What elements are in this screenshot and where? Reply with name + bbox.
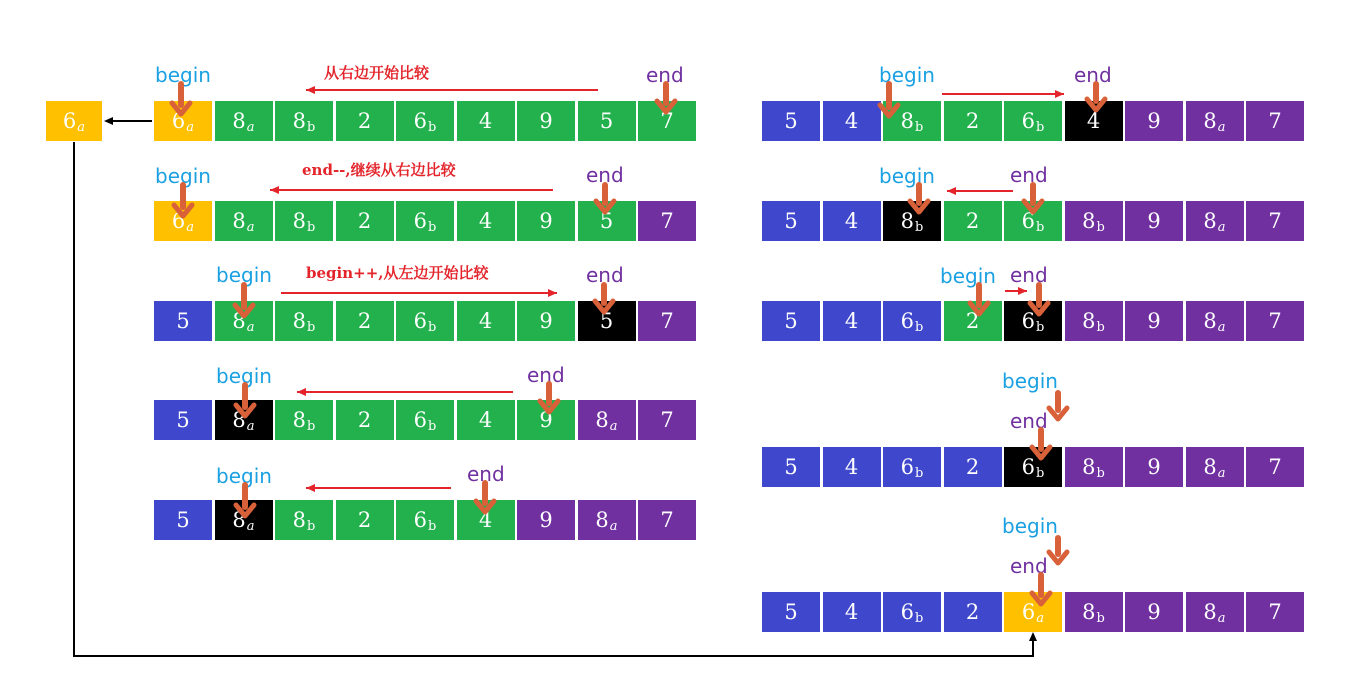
- cell-value: 6: [171, 109, 186, 133]
- cell-value: 6: [1021, 209, 1036, 233]
- array-cell: [1246, 201, 1304, 241]
- cell-value: 9: [1147, 209, 1161, 233]
- array-cell: [1246, 592, 1304, 632]
- cell-value: 4: [844, 109, 859, 133]
- cell-value: 4: [478, 309, 493, 333]
- end-label: end: [586, 263, 624, 287]
- cell-value: 6: [413, 408, 428, 432]
- direction-arrow-right-to-left: [306, 86, 315, 94]
- end-label: end: [646, 63, 684, 87]
- array-cell: [517, 500, 575, 540]
- cell-subscript: b: [915, 319, 924, 335]
- cell-value: 8: [595, 508, 609, 532]
- cell-value: 2: [965, 600, 980, 624]
- array-cell: [1004, 101, 1062, 141]
- cell-value: 4: [1086, 109, 1101, 133]
- cell-value: 9: [1147, 600, 1161, 624]
- cell-value: 2: [357, 508, 372, 532]
- cell-value: 8: [1082, 600, 1096, 624]
- cell-subscript: b: [428, 219, 437, 235]
- array-cell: [275, 301, 333, 341]
- begin-label: begin: [216, 364, 272, 388]
- pivot-extract-arrow: [104, 117, 113, 125]
- array-cell: [1125, 201, 1183, 241]
- array-cell: [154, 101, 212, 141]
- array-cell: [1125, 301, 1183, 341]
- array-cell: [154, 301, 212, 341]
- cell-value: 6: [171, 209, 186, 233]
- cell-subscript: a: [609, 418, 618, 434]
- cell-value: 4: [478, 408, 493, 432]
- cell-subscript: b: [307, 119, 316, 135]
- cell-value: 4: [844, 309, 859, 333]
- array-cell: [883, 447, 941, 487]
- begin-label: begin: [940, 264, 996, 288]
- end-label: end: [1074, 63, 1112, 87]
- array-cell: [883, 592, 941, 632]
- cell-value: 5: [176, 309, 190, 333]
- cell-value: 6: [1021, 309, 1036, 333]
- array-cell: [336, 500, 394, 540]
- array-cell: [275, 201, 333, 241]
- array-cell: [1065, 447, 1123, 487]
- cell-value: 6: [900, 455, 915, 479]
- cell-subscript: b: [1036, 219, 1045, 235]
- direction-arrow-left-to-right: [548, 289, 557, 297]
- cell-value: 8: [232, 109, 246, 133]
- array-cell: [1065, 101, 1123, 141]
- cell-value: 9: [539, 408, 553, 432]
- array-cell: [1186, 201, 1244, 241]
- array-cell: [275, 500, 333, 540]
- end-label: end: [1010, 409, 1048, 433]
- array-cell: [883, 101, 941, 141]
- cell-value: 8: [1082, 209, 1096, 233]
- cell-subscript: a: [609, 518, 618, 534]
- cell-subscript: b: [1036, 465, 1045, 481]
- cell-subscript: b: [1096, 219, 1105, 235]
- array-cell: [336, 400, 394, 440]
- cell-value: 5: [599, 109, 614, 133]
- array-cell: [396, 201, 454, 241]
- cell-subscript: a: [1217, 610, 1226, 626]
- array-cell: [823, 101, 881, 141]
- array-cell: [1125, 447, 1183, 487]
- array-cell: [215, 400, 273, 440]
- cell-subscript: a: [1217, 465, 1226, 481]
- array-cell: [883, 201, 941, 241]
- cell-value: 5: [784, 209, 798, 233]
- array-cell: [762, 301, 820, 341]
- cell-subscript: b: [915, 610, 924, 626]
- cell-value: 9: [539, 109, 553, 133]
- array-cell: [336, 301, 394, 341]
- cell-value: 5: [784, 455, 798, 479]
- cell-value: 7: [1268, 309, 1282, 333]
- cell-value: 6: [413, 209, 428, 233]
- cell-subscript: b: [428, 418, 437, 434]
- array-cell: [1065, 201, 1123, 241]
- cell-value: 6: [1021, 600, 1036, 624]
- array-cell: [638, 301, 696, 341]
- array-cell: [1186, 301, 1244, 341]
- begin-label: begin: [879, 164, 935, 188]
- cell-value: 7: [1268, 209, 1282, 233]
- array-cell: [638, 400, 696, 440]
- array-cell: [275, 400, 333, 440]
- cell-subscript: b: [1036, 119, 1045, 135]
- array-cell: [638, 101, 696, 141]
- begin-label: begin: [1002, 369, 1058, 393]
- cell-value: 6: [413, 109, 428, 133]
- begin-pointer-arrow: [1049, 408, 1067, 419]
- cell-subscript: a: [246, 219, 255, 235]
- array-cell: [1065, 592, 1123, 632]
- array-cell: [336, 201, 394, 241]
- cell-value: 8: [292, 508, 307, 532]
- array-cell: [944, 447, 1002, 487]
- array-cell: [823, 592, 881, 632]
- end-label: end: [467, 462, 505, 486]
- array-cell: [1246, 447, 1304, 487]
- array-cell: [154, 400, 212, 440]
- cell-value: 7: [660, 408, 674, 432]
- array-cell: [1186, 101, 1244, 141]
- begin-pointer-arrow: [1049, 552, 1067, 563]
- cell-value: 4: [478, 109, 493, 133]
- end-label: end: [586, 163, 624, 187]
- array-cell: [517, 201, 575, 241]
- cell-value: 2: [357, 109, 372, 133]
- cell-value: 4: [844, 455, 859, 479]
- array-cell: [215, 201, 273, 241]
- end-label: end: [1010, 163, 1048, 187]
- cell-value: 8: [232, 408, 246, 432]
- cell-value: 8: [900, 209, 915, 233]
- array-cell: [457, 101, 515, 141]
- array-cell: [578, 201, 636, 241]
- array-cell: [1186, 447, 1244, 487]
- cell-subscript: a: [1217, 119, 1226, 135]
- cell-subscript: a: [246, 319, 255, 335]
- array-cell: [578, 500, 636, 540]
- array-cell: [517, 101, 575, 141]
- cell-value: 2: [357, 309, 372, 333]
- cell-value: 8: [1203, 209, 1217, 233]
- begin-label: begin: [1002, 514, 1058, 538]
- cell-value: 8: [292, 309, 307, 333]
- cell-value: 4: [844, 209, 859, 233]
- cell-value: 6: [1021, 455, 1036, 479]
- array-cell: [215, 500, 273, 540]
- array-cell: [578, 101, 636, 141]
- cell-value: 4: [478, 508, 493, 532]
- cell-subscript: b: [428, 319, 437, 335]
- cell-value: 2: [965, 309, 980, 333]
- cell-value: 7: [660, 508, 674, 532]
- array-cell: [1125, 592, 1183, 632]
- cell-value: 7: [1268, 600, 1282, 624]
- pivot-key-sub: a: [77, 119, 86, 135]
- direction-arrow-left-to-right: [1055, 90, 1064, 98]
- cell-value: 7: [660, 309, 674, 333]
- cell-subscript: b: [915, 219, 924, 235]
- cell-subscript: b: [307, 418, 316, 434]
- cell-value: 6: [900, 309, 915, 333]
- array-cell: [762, 101, 820, 141]
- array-cell: [457, 201, 515, 241]
- cell-value: 5: [599, 309, 614, 333]
- cell-subscript: b: [307, 319, 316, 335]
- begin-label: begin: [216, 263, 272, 287]
- array-cell: [215, 101, 273, 141]
- array-cell: [396, 301, 454, 341]
- pivot-key-cell: [46, 101, 102, 141]
- array-cell: [944, 301, 1002, 341]
- cell-subscript: b: [915, 465, 924, 481]
- cell-subscript: b: [428, 119, 437, 135]
- cell-value: 8: [1203, 600, 1217, 624]
- cell-value: 2: [965, 109, 980, 133]
- array-cell: [154, 500, 212, 540]
- cell-value: 5: [599, 209, 614, 233]
- cell-value: 9: [539, 508, 553, 532]
- array-cell: [517, 400, 575, 440]
- cell-value: 8: [232, 508, 246, 532]
- cell-value: 2: [965, 209, 980, 233]
- array-cell: [944, 101, 1002, 141]
- cell-subscript: a: [186, 119, 195, 135]
- array-cell: [823, 301, 881, 341]
- cell-value: 9: [539, 309, 553, 333]
- array-cell: [762, 201, 820, 241]
- end-label: end: [1010, 263, 1048, 287]
- cell-value: 8: [1082, 309, 1096, 333]
- cell-subscript: a: [246, 119, 255, 135]
- cell-value: 8: [1203, 455, 1217, 479]
- array-cell: [1004, 201, 1062, 241]
- array-cell: [944, 592, 1002, 632]
- cell-value: 5: [784, 600, 798, 624]
- cell-value: 8: [232, 209, 246, 233]
- end-label: end: [1010, 554, 1048, 578]
- cell-subscript: a: [246, 518, 255, 534]
- cell-subscript: b: [307, 219, 316, 235]
- end-label: end: [527, 363, 565, 387]
- cell-subscript: a: [186, 219, 195, 235]
- array-cell: [578, 400, 636, 440]
- cell-value: 2: [357, 209, 372, 233]
- begin-label: begin: [155, 63, 211, 87]
- cell-value: 9: [539, 209, 553, 233]
- annotation-1: 从右边开始比较: [324, 64, 430, 82]
- array-cell: [215, 301, 273, 341]
- cell-value: 8: [1203, 109, 1217, 133]
- cell-value: 4: [478, 209, 493, 233]
- cell-subscript: b: [1096, 319, 1105, 335]
- array-cell: [823, 447, 881, 487]
- cell-subscript: a: [1036, 610, 1045, 626]
- array-cell: [275, 101, 333, 141]
- cell-subscript: b: [1036, 319, 1045, 335]
- cell-value: 7: [660, 209, 674, 233]
- cell-value: 8: [292, 209, 307, 233]
- annotation-2: end--,继续从右边比较: [302, 161, 456, 179]
- array-cell: [1004, 301, 1062, 341]
- direction-arrow-right-to-left: [297, 388, 306, 396]
- array-cell: [457, 500, 515, 540]
- array-cell: [396, 500, 454, 540]
- begin-label: begin: [155, 164, 211, 188]
- begin-label: begin: [879, 63, 935, 87]
- cell-value: 8: [1082, 455, 1096, 479]
- cell-value: 8: [232, 309, 246, 333]
- cell-subscript: a: [1217, 219, 1226, 235]
- array-cell: [883, 301, 941, 341]
- cell-value: 5: [784, 309, 798, 333]
- cell-value: 6: [413, 508, 428, 532]
- cell-value: 2: [965, 455, 980, 479]
- array-cell: [396, 101, 454, 141]
- pivot-return-arrow: [1029, 632, 1037, 641]
- cell-subscript: b: [915, 119, 924, 135]
- cell-value: 9: [1147, 109, 1161, 133]
- array-cell: [762, 447, 820, 487]
- annotation-3: begin++,从左边开始比较: [306, 264, 489, 282]
- cell-subscript: b: [1096, 465, 1105, 481]
- array-cell: [396, 400, 454, 440]
- array-cell: [517, 301, 575, 341]
- array-cell: [457, 400, 515, 440]
- cell-value: 6: [900, 600, 915, 624]
- cell-value: 8: [595, 408, 609, 432]
- cell-value: 5: [176, 508, 190, 532]
- cell-value: 8: [1203, 309, 1217, 333]
- cell-subscript: a: [1217, 319, 1226, 335]
- array-cell: [1004, 447, 1062, 487]
- array-cell: [823, 201, 881, 241]
- array-cell: [638, 201, 696, 241]
- array-cell: [1186, 592, 1244, 632]
- cell-subscript: b: [307, 518, 316, 534]
- cell-subscript: b: [1096, 610, 1105, 626]
- array-cell: [1004, 592, 1062, 632]
- direction-arrow-right-to-left: [306, 484, 315, 492]
- array-cell: [1246, 301, 1304, 341]
- cell-value: 7: [1268, 109, 1282, 133]
- cell-value: 7: [1268, 455, 1282, 479]
- direction-arrow-right-to-left: [947, 187, 956, 195]
- cell-value: 8: [292, 408, 307, 432]
- cell-value: 5: [176, 408, 190, 432]
- direction-arrow-right-to-left: [270, 186, 279, 194]
- cell-value: 6: [1021, 109, 1036, 133]
- cell-value: 6: [413, 309, 428, 333]
- array-cell: [336, 101, 394, 141]
- cell-value: 7: [660, 109, 674, 133]
- cell-subscript: a: [246, 418, 255, 434]
- direction-arrow-left-to-right: [1018, 287, 1027, 295]
- cell-value: 8: [900, 109, 915, 133]
- array-cell: [638, 500, 696, 540]
- cell-subscript: b: [428, 518, 437, 534]
- array-cell: [1246, 101, 1304, 141]
- array-cell: [944, 201, 1002, 241]
- begin-label: begin: [216, 464, 272, 488]
- cell-value: 2: [357, 408, 372, 432]
- array-cell: [1065, 301, 1123, 341]
- cell-value: 9: [1147, 309, 1161, 333]
- cell-value: 4: [844, 600, 859, 624]
- array-cell: [762, 592, 820, 632]
- cell-value: 5: [784, 109, 798, 133]
- array-cell: [154, 201, 212, 241]
- array-cell: [1125, 101, 1183, 141]
- array-cell: [578, 301, 636, 341]
- cell-value: 9: [1147, 455, 1161, 479]
- cell-value: 8: [292, 109, 307, 133]
- pivot-key-value: 6: [62, 109, 77, 133]
- array-cell: [457, 301, 515, 341]
